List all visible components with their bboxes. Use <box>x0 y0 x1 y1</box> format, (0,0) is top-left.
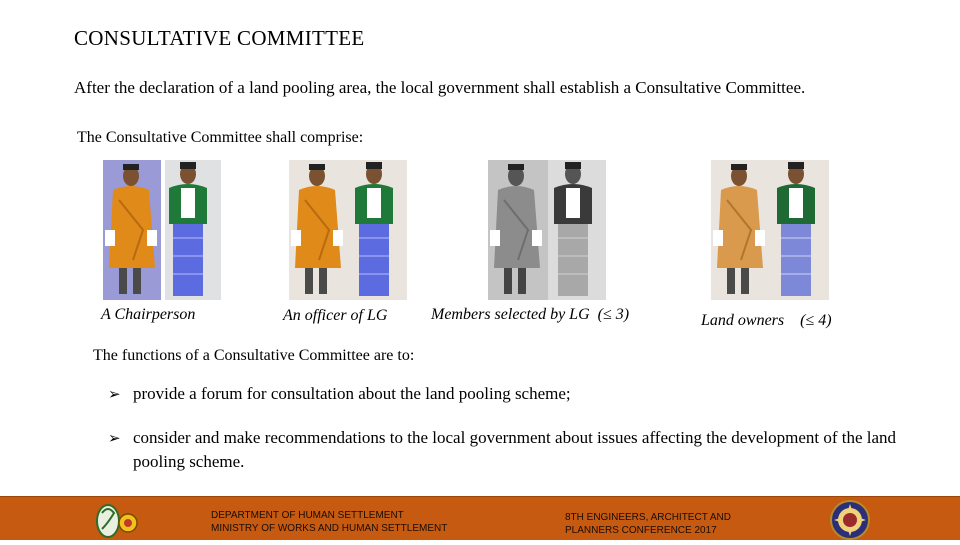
arrow-bullet-icon: ➢ <box>108 385 121 403</box>
function-item <box>108 426 948 474</box>
arrow-bullet-icon: ➢ <box>108 429 121 447</box>
function-text: consider and make recommendations to the local government about issues affecting the development of the land pooling scheme. <box>133 428 897 471</box>
intro-paragraph: After the declaration of a land pooling area, the local government shall establish a Consultative Committee. <box>74 78 806 97</box>
function-text: provide a forum for consultation about the land pooling scheme; <box>133 384 571 403</box>
footer-conference-line1: 8TH ENGINEERS, ARCHITECT AND <box>565 512 731 523</box>
caption-chairperson: A Chairperson <box>101 306 196 323</box>
chairperson-illustration <box>103 160 223 300</box>
comprise-label: The Consultative Committee shall comprise: <box>77 129 364 146</box>
ministry-emblem-icon <box>94 499 140 544</box>
members-illustration <box>488 160 608 300</box>
caption-officer: An officer of LG <box>283 307 388 324</box>
caption-members: Members selected by LG (≤ 3) <box>431 306 630 323</box>
function-item <box>108 382 948 406</box>
footer-conference-line2: PLANNERS CONFERENCE 2017 <box>565 525 717 536</box>
footer-department <box>211 509 447 535</box>
footer-department-line1: DEPARTMENT OF HUMAN SETTLEMENT <box>211 510 404 521</box>
footer-conference <box>565 511 731 537</box>
land-owners-illustration <box>711 160 831 300</box>
footer-department-line2: MINISTRY OF WORKS AND HUMAN SETTLEMENT <box>211 523 448 534</box>
footer-bar <box>0 497 960 540</box>
officer-illustration <box>289 160 409 300</box>
functions-intro: The functions of a Consultative Committee are to: <box>93 347 415 364</box>
slide-title: CONSULTATIVE COMMITTEE <box>74 26 365 50</box>
conference-emblem-icon <box>828 500 872 545</box>
caption-land-owners: Land owners (≤ 4) <box>701 312 832 329</box>
